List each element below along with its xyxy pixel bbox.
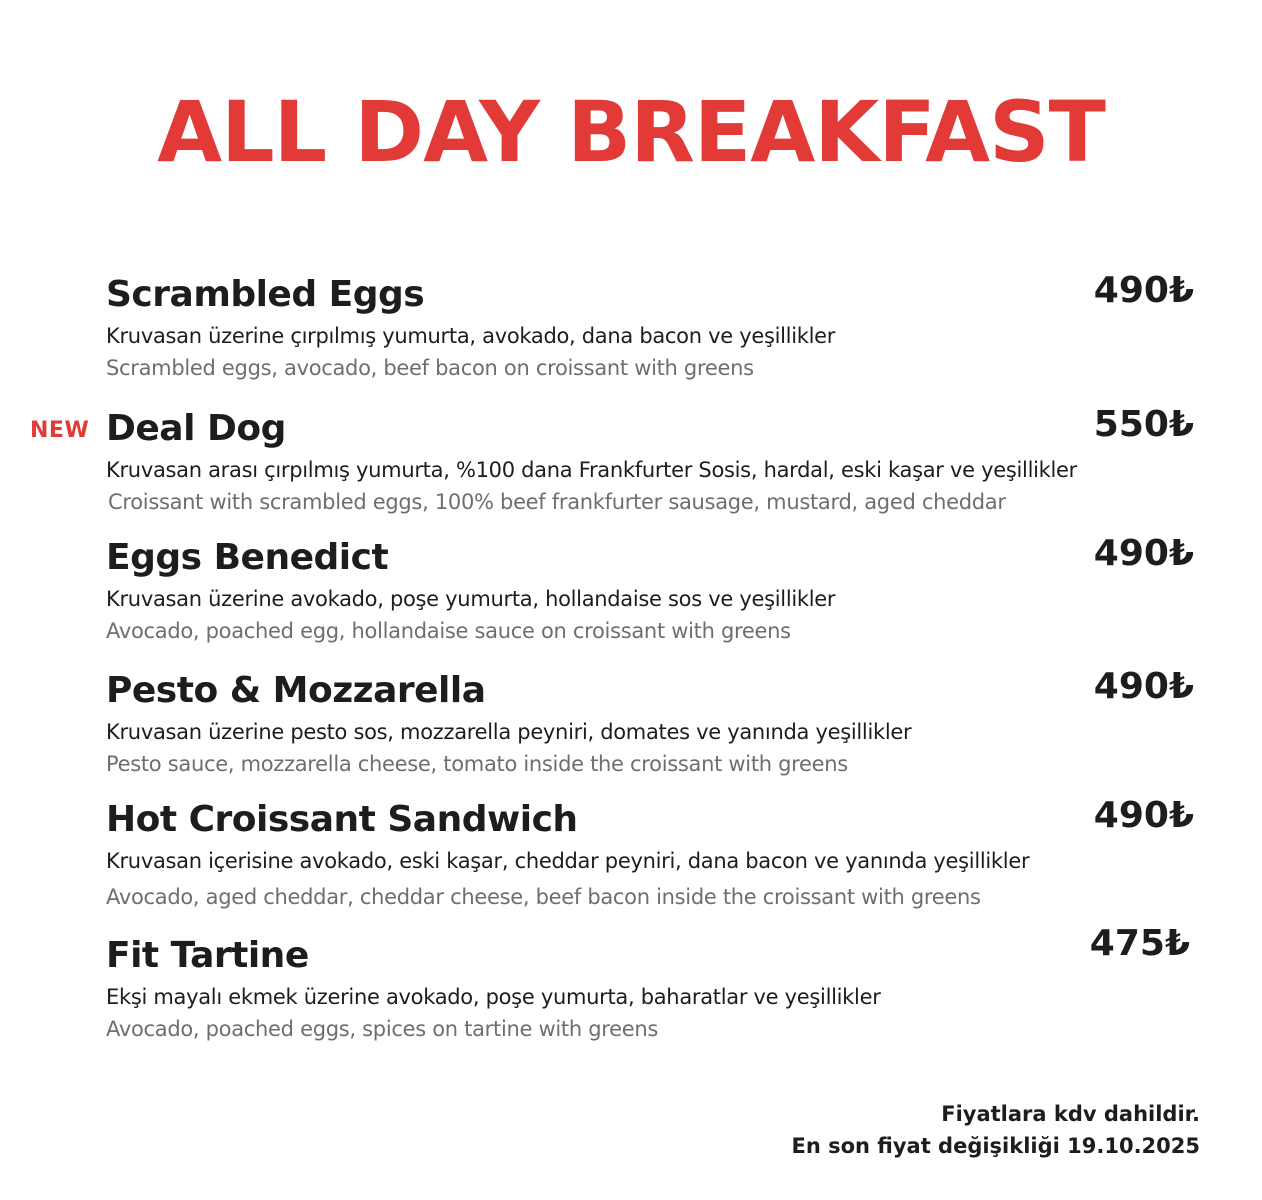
vat-note: Fiyatlara kdv dahildir. [941,1102,1200,1126]
item-price: 490₺ [1093,533,1194,574]
item-description-turkish: Ekşi mayalı ekmek üzerine avokado, poşe yumurta, baharatlar ve yeşillikler [106,985,881,1009]
item-description-english: Scrambled eggs, avocado, beef bacon on croissant with greens [106,356,754,380]
item-description-turkish: Kruvasan arası çırpılmış yumurta, %100 dana Frankfurter Sosis, hardal, eski kaşar ve yeşillikler [106,458,1078,482]
item-description-english: Croissant with scrambled eggs, 100% beef frankfurter sausage, mustard, aged cheddar [108,490,1006,514]
item-price: 490₺ [1093,795,1194,836]
item-description-turkish: Kruvasan içerisine avokado, eski kaşar, cheddar peyniri, dana bacon ve yanında yeşillikler [106,849,1030,873]
item-name: Fit Tartine [106,935,309,976]
item-description-turkish: Kruvasan üzerine avokado, poşe yumurta, hollandaise sos ve yeşillikler [106,587,836,611]
item-price: 550₺ [1093,404,1194,445]
item-description-english: Avocado, poached eggs, spices on tartine with greens [106,1017,659,1041]
new-badge: NEW [30,418,90,443]
item-description-english: Avocado, poached egg, hollandaise sauce on croissant with greens [106,619,791,643]
item-name: Deal Dog [106,408,286,449]
item-price: 490₺ [1093,270,1194,311]
page-title: ALL DAY BREAKFAST [157,83,1105,181]
item-price: 490₺ [1093,666,1194,707]
item-description-turkish: Kruvasan üzerine pesto sos, mozzarella peyniri, domates ve yanında yeşillikler [106,720,912,744]
item-name: Pesto & Mozzarella [106,670,486,711]
item-description-turkish: Kruvasan üzerine çırpılmış yumurta, avokado, dana bacon ve yeşillikler [106,324,836,348]
item-name: Scrambled Eggs [106,274,425,315]
item-name: Hot Croissant Sandwich [106,799,578,840]
footer-notes [600,1098,1200,1162]
last-price-update: En son fiyat değişikliği 19.10.2025 [791,1134,1200,1158]
item-description-english: Avocado, aged cheddar, cheddar cheese, beef bacon inside the croissant with greens [106,885,981,909]
item-name: Eggs Benedict [106,537,389,578]
item-description-english: Pesto sauce, mozzarella cheese, tomato inside the croissant with greens [106,752,848,776]
item-price: 475₺ [1089,923,1190,964]
